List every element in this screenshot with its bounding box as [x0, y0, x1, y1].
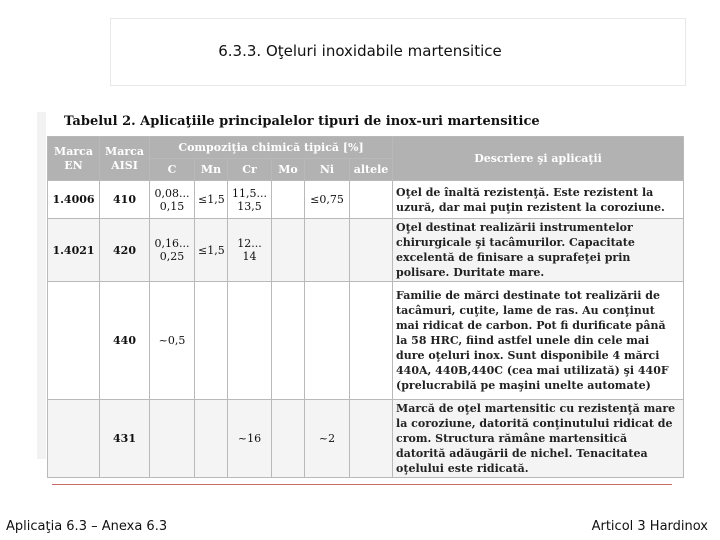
cell-altele	[350, 181, 393, 219]
table-row	[48, 181, 684, 219]
table-row	[48, 219, 684, 282]
cell-mn	[195, 400, 228, 478]
header-mo: Mo	[272, 159, 305, 181]
cell-ni: ≤0,75	[305, 181, 350, 219]
header-altele: altele	[350, 159, 393, 181]
cell-mn: ≤1,5	[195, 219, 228, 282]
cell-c	[150, 400, 195, 478]
cell-mn: ≤1,5	[195, 181, 228, 219]
cell-cr: 11,5... 13,5	[228, 181, 272, 219]
cell-altele	[350, 400, 393, 478]
cell-c: 0,08... 0,15	[150, 181, 195, 219]
cell-cr	[228, 282, 272, 400]
cell-mo	[272, 282, 305, 400]
cell-mo	[272, 400, 305, 478]
table-row	[48, 400, 684, 478]
header-ni: Ni	[305, 159, 350, 181]
cell-description: Familie de mărci destinate tot realizării de tacâmuri, cuţite, lame de ras. Au conţinut mai ridicat de carbon. Pot fi durificate până la 58 HRC, fiind astfel unele din cele mai dure oţeluri inox. Sunt disponibile 4 mărci 440A, 440B,440C (cea mai utilizată) şi 440F (prelucrabilă pe maşini unelte automate)	[393, 282, 684, 400]
cell-aisi: 431	[100, 400, 150, 478]
applications-table	[47, 136, 684, 478]
cell-en	[48, 400, 100, 478]
cell-en: 1.4021	[48, 219, 100, 282]
cell-description: Oţel de înaltă rezistenţă. Este rezistent la uzură, dar mai puţin rezistent la coroziune.	[393, 181, 684, 219]
cell-description: Marcă de oţel martensitic cu rezistenţă mare la coroziune, datorită conţinutului ridicat de crom. Structura rămâne martensitică datorită adăugării de nichel. Tenacitatea oţelului este ridicată.	[393, 400, 684, 478]
cell-cr: ~16	[228, 400, 272, 478]
header-cr: Cr	[228, 159, 272, 181]
cell-aisi: 410	[100, 181, 150, 219]
cell-ni	[305, 282, 350, 400]
table-caption: Tabelul 2. Aplicaţiile principalelor tipuri de inox-uri martensitice	[64, 114, 540, 129]
cell-c: ~0,5	[150, 282, 195, 400]
header-mn: Mn	[195, 159, 228, 181]
cell-cr: 12... 14	[228, 219, 272, 282]
cell-mo	[272, 181, 305, 219]
cell-mn	[195, 282, 228, 400]
footer-right-text: Articol 3 Hardinox	[591, 519, 708, 534]
cell-aisi: 440	[100, 282, 150, 400]
cell-mo	[272, 219, 305, 282]
footer-divider	[52, 484, 672, 485]
cell-altele	[350, 282, 393, 400]
cell-aisi: 420	[100, 219, 150, 282]
cell-description: Oţel destinat realizării instrumentelor chirurgicale şi tacâmurilor. Capacitate excelentă de finisare a suprafeţei prin polisare. Duritate mare.	[393, 219, 684, 282]
cell-ni: ~2	[305, 400, 350, 478]
footer-left-text: Aplicaţia 6.3 – Anexa 6.3	[6, 519, 168, 534]
header-c: C	[150, 159, 195, 181]
header-composition: Compoziţia chimică tipică [%]	[150, 137, 393, 159]
cell-en: 1.4006	[48, 181, 100, 219]
header-marca-aisi: Marca AISI	[100, 137, 150, 181]
header-description: Descriere şi aplicaţii	[393, 137, 684, 181]
table-row	[48, 282, 684, 400]
cell-altele	[350, 219, 393, 282]
cell-ni	[305, 219, 350, 282]
cell-en	[48, 282, 100, 400]
header-marca-en: Marca EN	[48, 137, 100, 181]
slide-title: 6.3.3. Oţeluri inoxidabile martensitice	[218, 42, 502, 60]
cell-c: 0,16... 0,25	[150, 219, 195, 282]
table-left-strip	[37, 112, 46, 459]
